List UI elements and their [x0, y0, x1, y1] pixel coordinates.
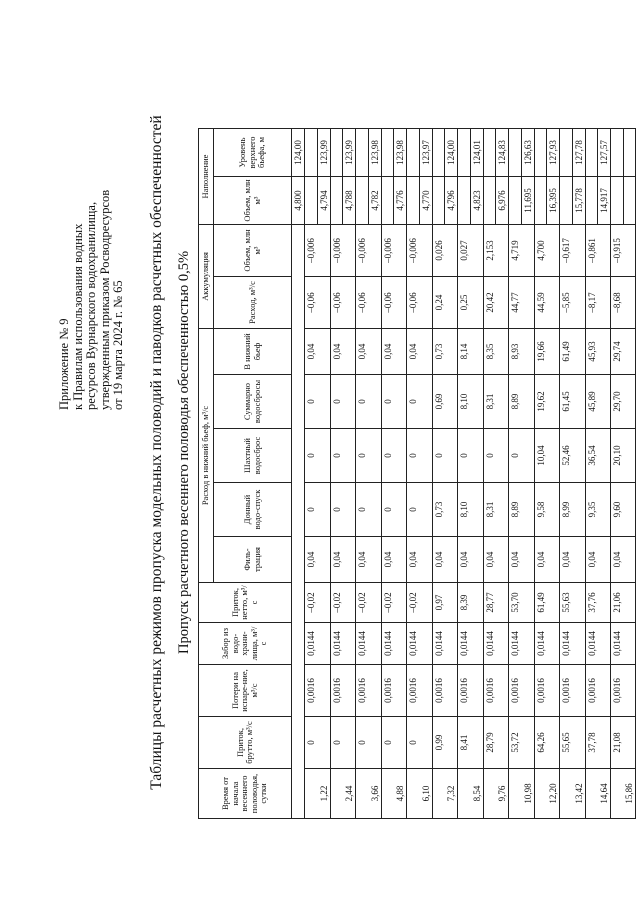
time-cell: 1,22 [305, 769, 331, 819]
col-header-acc-flow: Расход, м³/с [214, 277, 292, 329]
cell: 0,04 [356, 329, 382, 375]
cell: 0 [407, 717, 433, 769]
cell: 10,04 [534, 429, 560, 483]
level-cell [623, 129, 636, 177]
level-cell: 124,00 [292, 129, 305, 177]
cell: 8,93 [509, 329, 535, 375]
cell: 0,04 [330, 329, 356, 375]
cell: 45,93 [585, 329, 611, 375]
cell: 0,0144 [432, 623, 458, 665]
cell: 9,35 [585, 483, 611, 537]
cell: 8,14 [458, 329, 484, 375]
cell: 0,04 [305, 329, 331, 375]
cell: 8,31 [483, 483, 509, 537]
cell: 0 [407, 375, 433, 429]
cell: 61,49 [534, 583, 560, 623]
cell: 0,25 [458, 277, 484, 329]
group-header-accumulation: Аккумуляция [199, 225, 214, 329]
cell: 0,97 [432, 583, 458, 623]
cell: 0,0144 [407, 623, 433, 665]
cell: 29,70 [611, 375, 636, 429]
table-row [611, 129, 624, 819]
cell: 0 [483, 429, 509, 483]
cell: 52,46 [560, 429, 586, 483]
col-header-time: Время от начала весеннего половодья, сутки [199, 769, 292, 819]
appendix-header [58, 30, 126, 410]
cell: 44,59 [534, 277, 560, 329]
level-cell: 123,99 [317, 129, 330, 177]
fill-volume-cell [623, 177, 636, 225]
cell: 0 [330, 429, 356, 483]
fill-volume-cell: 4,796 [445, 177, 458, 225]
cell: 0 [407, 429, 433, 483]
level-cell: 123,99 [343, 129, 356, 177]
fill-volume-cell: 4,788 [343, 177, 356, 225]
cell: 8,41 [458, 717, 484, 769]
cell: 45,89 [585, 375, 611, 429]
cell: 55,65 [560, 717, 586, 769]
col-header-fill-volume: Объем, млн м³ [214, 177, 292, 225]
time-cell: 9,76 [483, 769, 509, 819]
table-row [534, 129, 547, 819]
table-row [407, 129, 420, 819]
table-row [585, 129, 598, 819]
time-cell: 10,98 [509, 769, 535, 819]
cell: –0,06 [356, 277, 382, 329]
col-header-inflow-net: Приток, нетто, м³/с [199, 583, 292, 623]
cell: 37,78 [585, 717, 611, 769]
cell: 0,0016 [611, 665, 636, 717]
cell: 0,0144 [381, 623, 407, 665]
cell: 0 [381, 483, 407, 537]
col-header-inflow-gross: Приток, брутто, м³/с [199, 717, 292, 769]
time-cell: 8,54 [458, 769, 484, 819]
time-cell: 6,10 [407, 769, 433, 819]
cell: 19,62 [534, 375, 560, 429]
cell: 8,35 [483, 329, 509, 375]
cell: 0,73 [432, 329, 458, 375]
cell: 0,99 [432, 717, 458, 769]
table-row [483, 129, 496, 819]
cell: –0,02 [330, 583, 356, 623]
cell: 0,0016 [381, 665, 407, 717]
col-header-upstream-level: Уровень верхнего бьефа, м [214, 129, 292, 177]
fill-volume-cell: 4,776 [394, 177, 407, 225]
cell: 21,08 [611, 717, 636, 769]
cell: 28,77 [483, 583, 509, 623]
cell: 0,0016 [534, 665, 560, 717]
cell: 0 [381, 429, 407, 483]
cell: 0 [356, 375, 382, 429]
cell: 0 [381, 717, 407, 769]
appendix-line: от 19 марта 2024 г. № 65 [111, 280, 125, 410]
cell: –8,68 [611, 277, 636, 329]
cell: 0,04 [509, 537, 535, 583]
cell: 0 [356, 483, 382, 537]
cell: 21,06 [611, 583, 636, 623]
level-cell: 127,93 [547, 129, 560, 177]
fill-volume-cell: 4,794 [317, 177, 330, 225]
cell: 0,0016 [483, 665, 509, 717]
cell: 55,63 [560, 583, 586, 623]
level-cell: 123,97 [419, 129, 432, 177]
cell: 0,04 [381, 329, 407, 375]
col-header-acc-volume: Объем, млн м³ [214, 225, 292, 277]
cell: 53,70 [509, 583, 535, 623]
time-cell: 14,64 [585, 769, 611, 819]
cell: 0 [305, 375, 331, 429]
cell: 0,04 [458, 537, 484, 583]
fill-volume-cell: 4,800 [292, 177, 305, 225]
level-cell: 126,63 [521, 129, 534, 177]
level-cell: 124,00 [445, 129, 458, 177]
level-cell: 123,98 [394, 129, 407, 177]
appendix-line: Приложение № 9 [57, 318, 71, 410]
table-row [432, 129, 445, 819]
cell: –0,02 [305, 583, 331, 623]
cell: –0,02 [356, 583, 382, 623]
cell: –0,06 [305, 277, 331, 329]
table-row [560, 129, 573, 819]
time-cell: 13,42 [560, 769, 586, 819]
fill-volume-cell: 15,778 [572, 177, 585, 225]
cell: 0 [407, 483, 433, 537]
cell: 20,42 [483, 277, 509, 329]
cell: 0,0016 [330, 665, 356, 717]
cell: 0 [330, 717, 356, 769]
time-cell: 4,88 [381, 769, 407, 819]
table-row [330, 129, 343, 819]
cell: –0,006 [330, 225, 356, 277]
fill-volume-cell: 4,823 [470, 177, 483, 225]
cell: 0 [305, 717, 331, 769]
cell: 0,0144 [305, 623, 331, 665]
cell: 20,10 [611, 429, 636, 483]
appendix-line: ресурсов Вурнарского водохранилища, [84, 201, 98, 410]
cell: –0,006 [305, 225, 331, 277]
time-cell: 7,32 [432, 769, 458, 819]
fill-volume-cell: 14,917 [598, 177, 611, 225]
col-header-bottom-outlet: Донный водо-спуск [214, 483, 292, 537]
level-cell: 124,01 [470, 129, 483, 177]
appendix-line: к Правилам использования водных [70, 223, 85, 410]
cell: 0 [356, 717, 382, 769]
time-cell: 2,44 [330, 769, 356, 819]
cell: 0,027 [458, 225, 484, 277]
cell: 0,04 [381, 537, 407, 583]
cell: 0,0144 [509, 623, 535, 665]
table-row [305, 129, 318, 819]
table-row [356, 129, 369, 819]
cell: 0,04 [305, 537, 331, 583]
cell: 0,0016 [432, 665, 458, 717]
level-cell: 124,83 [496, 129, 509, 177]
cell: 0 [330, 483, 356, 537]
cell: 0,69 [432, 375, 458, 429]
group-header-filling: Наполнение [199, 129, 214, 225]
table-row [292, 129, 305, 819]
cell: 0 [509, 429, 535, 483]
cell: 0,0144 [356, 623, 382, 665]
cell: –0,006 [356, 225, 382, 277]
col-header-shaft-spillway: Шахтный водосброс [214, 429, 292, 483]
cell: 0,04 [611, 537, 636, 583]
cell: 8,10 [458, 483, 484, 537]
cell: 0 [381, 375, 407, 429]
cell: –0,861 [585, 225, 611, 277]
cell: 0,04 [534, 537, 560, 583]
cell: 0,0016 [305, 665, 331, 717]
cell: 0,0016 [356, 665, 382, 717]
cell: 0,0016 [407, 665, 433, 717]
cell: 0,0016 [509, 665, 535, 717]
table-row [458, 129, 471, 819]
cell: –0,02 [407, 583, 433, 623]
fill-volume-cell: 4,782 [368, 177, 381, 225]
cell: 8,10 [458, 375, 484, 429]
cell: 0,0144 [560, 623, 586, 665]
cell: 2,153 [483, 225, 509, 277]
cell: 0,24 [432, 277, 458, 329]
table-row [381, 129, 394, 819]
cell: 0,0144 [458, 623, 484, 665]
document-title: Таблицы расчетных режимов пропуска модельных половодий и паводков расчетных обеспеченностей [148, 115, 165, 790]
cell: 0 [305, 429, 331, 483]
col-header-filtration: Филь-трация [214, 537, 292, 583]
time-cell: 3,66 [356, 769, 382, 819]
cell: 8,89 [509, 375, 535, 429]
cell: 37,76 [585, 583, 611, 623]
cell: 64,26 [534, 717, 560, 769]
cell: 0,0144 [534, 623, 560, 665]
cell: 36,54 [585, 429, 611, 483]
cell: –0,915 [611, 225, 636, 277]
cell: 0,04 [407, 537, 433, 583]
level-cell: 127,78 [572, 129, 585, 177]
cell: 0,04 [483, 537, 509, 583]
cell: 0 [305, 483, 331, 537]
cell: 0,0144 [330, 623, 356, 665]
cell: –0,006 [381, 225, 407, 277]
table-row [509, 129, 522, 819]
cell: 44,77 [509, 277, 535, 329]
cell: 0,04 [330, 537, 356, 583]
cell: 0,0144 [483, 623, 509, 665]
fill-volume-cell: 11,695 [521, 177, 534, 225]
cell: 0 [458, 429, 484, 483]
col-header-evaporation: Потери на испаре-ние, м³/с [199, 665, 292, 717]
cell: 9,60 [611, 483, 636, 537]
cell: 0,04 [560, 537, 586, 583]
cell: 8,99 [560, 483, 586, 537]
cell: 0 [432, 429, 458, 483]
cell: 0,73 [432, 483, 458, 537]
fill-volume-cell: 6,976 [496, 177, 509, 225]
cell: –5,85 [560, 277, 586, 329]
cell: 8,39 [458, 583, 484, 623]
col-header-total-spillways: Суммарно водосбросы [214, 375, 292, 429]
appendix-line: утвержденным приказом Росводресурсов [97, 189, 112, 410]
cell: 0,04 [407, 329, 433, 375]
cell: 0 [356, 429, 382, 483]
cell: 8,31 [483, 375, 509, 429]
cell: 0,0016 [458, 665, 484, 717]
col-header-tailwater: В нижний бьеф [214, 329, 292, 375]
cell: 0,04 [432, 537, 458, 583]
level-cell: 123,98 [368, 129, 381, 177]
cell: 0,0016 [585, 665, 611, 717]
col-header-withdrawal: Забор из водо-храни-лища, м³/с [199, 623, 292, 665]
cell: 8,89 [509, 483, 535, 537]
cell: 61,49 [560, 329, 586, 375]
cell: 9,58 [534, 483, 560, 537]
cell: 0,0016 [560, 665, 586, 717]
cell: –8,17 [585, 277, 611, 329]
cell: 0,026 [432, 225, 458, 277]
cell: 53,72 [509, 717, 535, 769]
cell: 4,700 [534, 225, 560, 277]
fill-volume-cell: 16,395 [547, 177, 560, 225]
cell: –0,617 [560, 225, 586, 277]
cell: 0,0144 [611, 623, 636, 665]
flood-routing-table [198, 128, 636, 819]
cell: 19,66 [534, 329, 560, 375]
cell: –0,006 [407, 225, 433, 277]
cell: 0,0144 [585, 623, 611, 665]
cell: 0 [330, 375, 356, 429]
time-cell: 15,86 [611, 769, 636, 819]
cell: –0,02 [381, 583, 407, 623]
cell: 28,79 [483, 717, 509, 769]
cell: –0,06 [330, 277, 356, 329]
level-cell: 127,57 [598, 129, 611, 177]
fill-volume-cell: 4,770 [419, 177, 432, 225]
cell: 29,74 [611, 329, 636, 375]
cell: 0,04 [585, 537, 611, 583]
cell: 61,45 [560, 375, 586, 429]
cell: –0,06 [407, 277, 433, 329]
group-header-discharge: Расход в нижний бьеф, м³/с [199, 329, 214, 583]
cell: 0,04 [356, 537, 382, 583]
table-subtitle: Пропуск расчетного весеннего половодья обеспеченностью 0,5% [176, 250, 192, 655]
cell: –0,06 [381, 277, 407, 329]
cell: 4,719 [509, 225, 535, 277]
time-cell: 12,20 [534, 769, 560, 819]
